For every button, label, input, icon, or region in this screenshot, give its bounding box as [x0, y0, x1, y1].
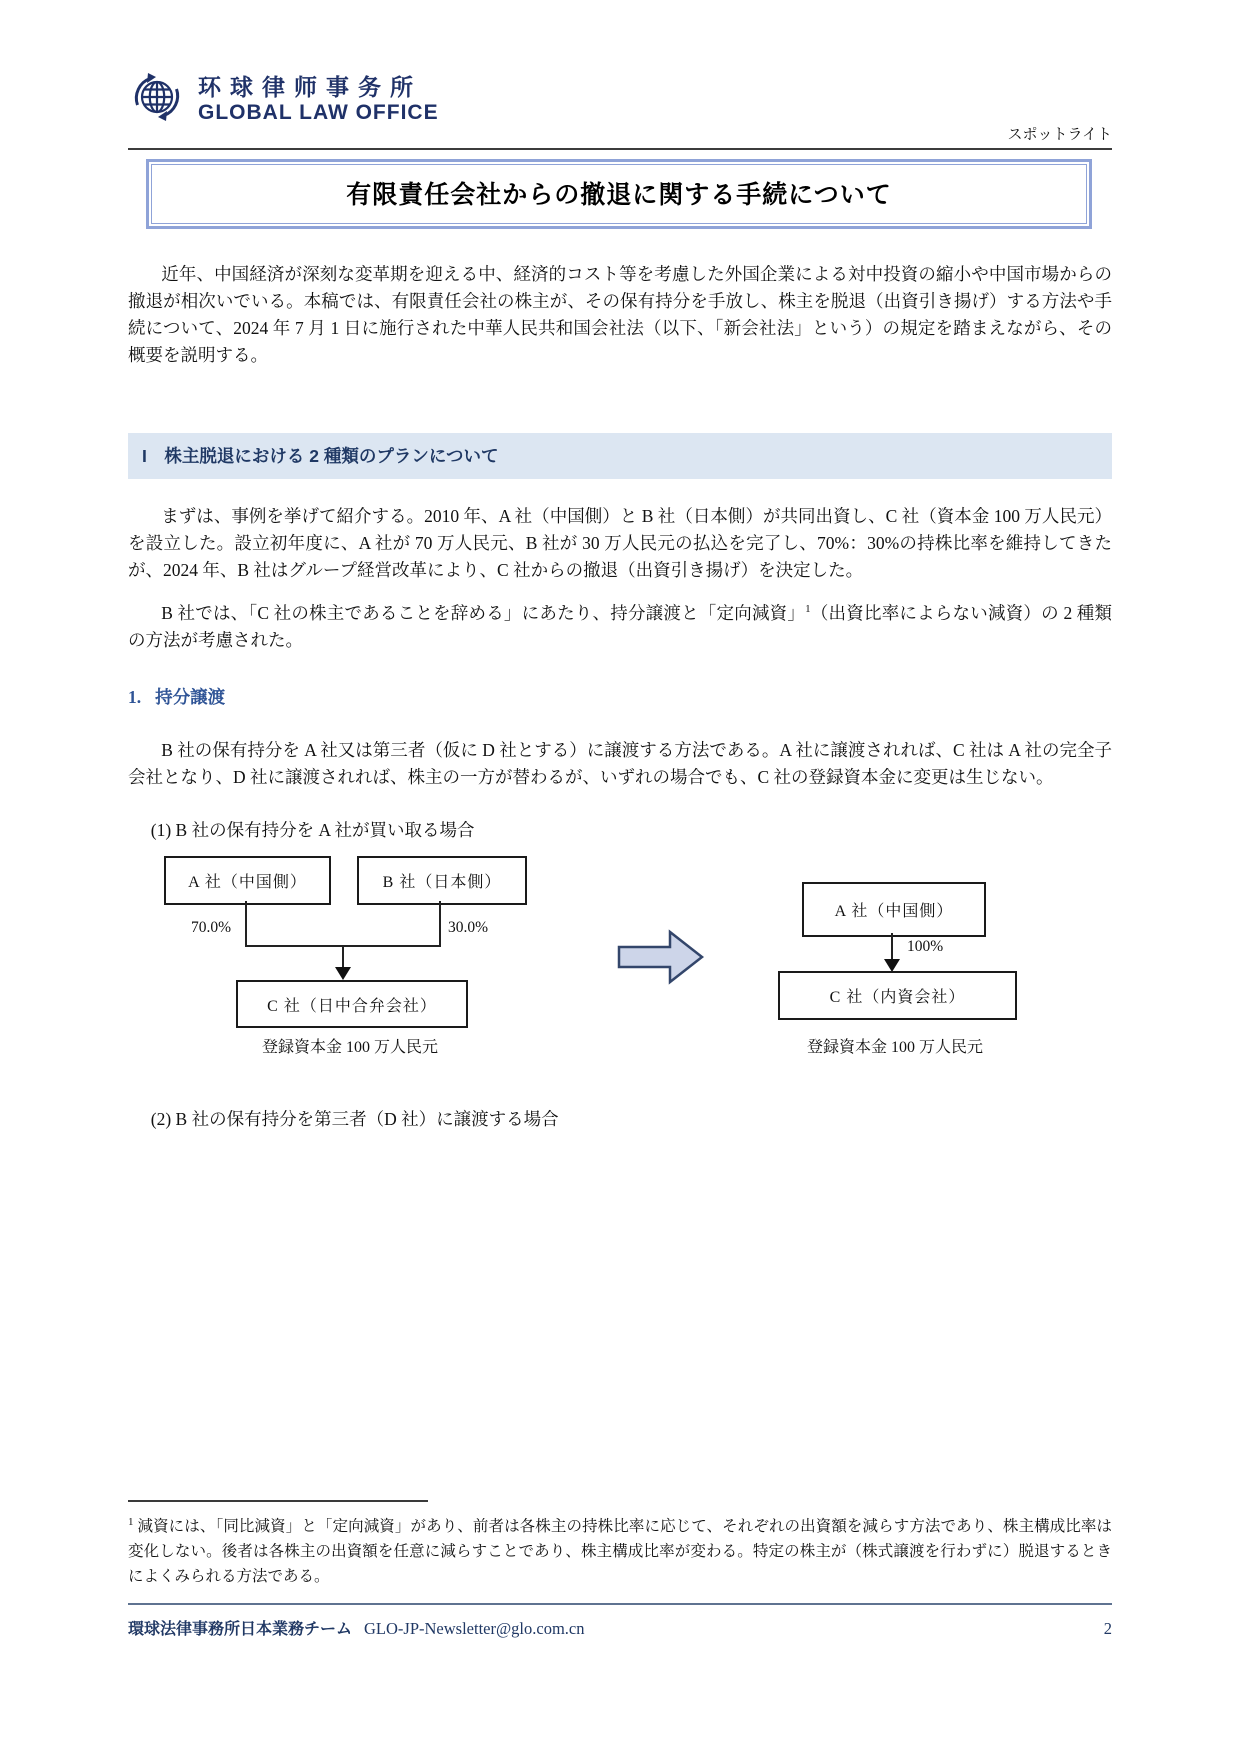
footnote-separator [128, 1500, 428, 1502]
footer-email: GLO-JP-Newsletter@glo.com.cn [364, 1619, 585, 1638]
document-title: 有限責任会社からの撤退に関する手続について [346, 181, 892, 209]
case-intro-paragraph: まずは、事例を挙げて紹介する。2010 年、A 社（中国側）と B 社（日本側）が共同出資し、C 社（資本金 100 万人民元）を設立した。設立初年度に、A 社が 70 万人民元、B 社が 30 万人民元の払込を完了し、70%：30%の持株比率を維持してきたが、2024 年、B 社はグループ経営改革により、C 社からの撤退（出資引き揚げ）を決定した。 [128, 506, 1112, 580]
footnote-reference: 1 [805, 603, 811, 616]
page-footer [128, 1616, 1112, 1639]
diagram-box-company-a-after: A 社（中国側） [802, 882, 986, 937]
connector-line [245, 901, 247, 945]
newsletter-section-label: スポットライト [1007, 126, 1112, 143]
logo-name-en: GLOBAL LAW OFFICE [198, 100, 439, 124]
logo-name-cn: 环球律师事务所 [198, 74, 422, 101]
diagram-box-company-c-before: C 社（日中合弁会社） [236, 980, 468, 1028]
footer-team-name: 環球法律事務所日本業務チーム [128, 1621, 353, 1638]
page-header [128, 0, 1112, 150]
footnote-number: 1 [128, 1515, 134, 1528]
footer-separator [128, 1603, 1112, 1605]
share-label-a-after: 100% [907, 938, 944, 955]
connector-line [342, 945, 344, 968]
connector-line [891, 933, 893, 960]
share-label-a-before: 70.0% [191, 919, 232, 936]
title-box [146, 159, 1092, 229]
connector-line [439, 901, 441, 945]
case1-heading: (1) B 社の保有持分を A 社が買い取る場合 [150, 820, 475, 840]
footnote-text: $^1$ 減資には、「同比減資」と「定向減資」があり、前者は各株主の持株比率に応じて、それぞれの出資額を減らす方法であり、株主構成比率は変化しない。後者は各株主の出資額を任意に減らすことであり、株主構成比率が変わる。特定の株主が（株式譲渡を行わずに）脱退するときによくみられる方法である。 [128, 1515, 1113, 1585]
transfer-paragraph: B 社の保有持分を A 社又は第三者（仮に D 社とする）に譲渡する方法である。A 社に譲渡されれば、C 社は A 社の完全子会社となり、D 社に譲渡されれば、株主の一方が替わるが、いずれの場合でも、C 社の登録資本金に変更は生じない。 [128, 740, 1112, 787]
share-label-b-before: 30.0% [448, 919, 489, 936]
diagram-box-company-c-after: C 社（内資会社） [778, 971, 1017, 1020]
case2-heading: (2) B 社の保有持分を第三者（D 社）に譲渡する場合 [150, 1109, 559, 1129]
capital-caption-after: 登録資本金 100 万人民元 [806, 1039, 983, 1056]
logo [128, 68, 1112, 131]
diagram-box-company-b-before: B 社（日本側） [357, 856, 527, 905]
shareholding-diagram [128, 854, 1112, 1064]
intro-paragraph: 近年、中国経済が深刻な変革期を迎える中、経済的コスト等を考慮した外国企業による対中投資の縮小や中国市場からの撤退が相次いでいる。本稿では、有限責任会社の株主が、その保有持分を手放し、株主を脱退（出資引き揚げ）する方法や手続について、2024 年 7 月 1 日に施行された中華人民共和国会社法（以下、「新会社法」という）の規定を踏まえながら、その概要を説明する。 [128, 264, 1112, 365]
down-arrow-icon [335, 967, 351, 980]
capital-caption-before: 登録資本金 100 万人民元 [261, 1039, 438, 1056]
plans-paragraph: B 社では、「C 社の株主であることを辞める」にあたり、持分譲渡と「定向減資」$^1$（出資比率によらない減資）の 2 種類の方法が考慮された。 [128, 603, 1113, 650]
right-block-arrow-icon [617, 926, 705, 993]
page-number: 2 [1103, 1619, 1112, 1638]
diagram-box-company-a-before: A 社（中国側） [164, 856, 331, 905]
page-bottom [128, 1500, 1112, 1639]
subsection-heading-1: 1. 持分譲渡 [128, 687, 226, 707]
section-heading-1: I 株主脱退における 2 種類のプランについて [128, 433, 1112, 479]
globe-logo-icon [128, 68, 186, 131]
